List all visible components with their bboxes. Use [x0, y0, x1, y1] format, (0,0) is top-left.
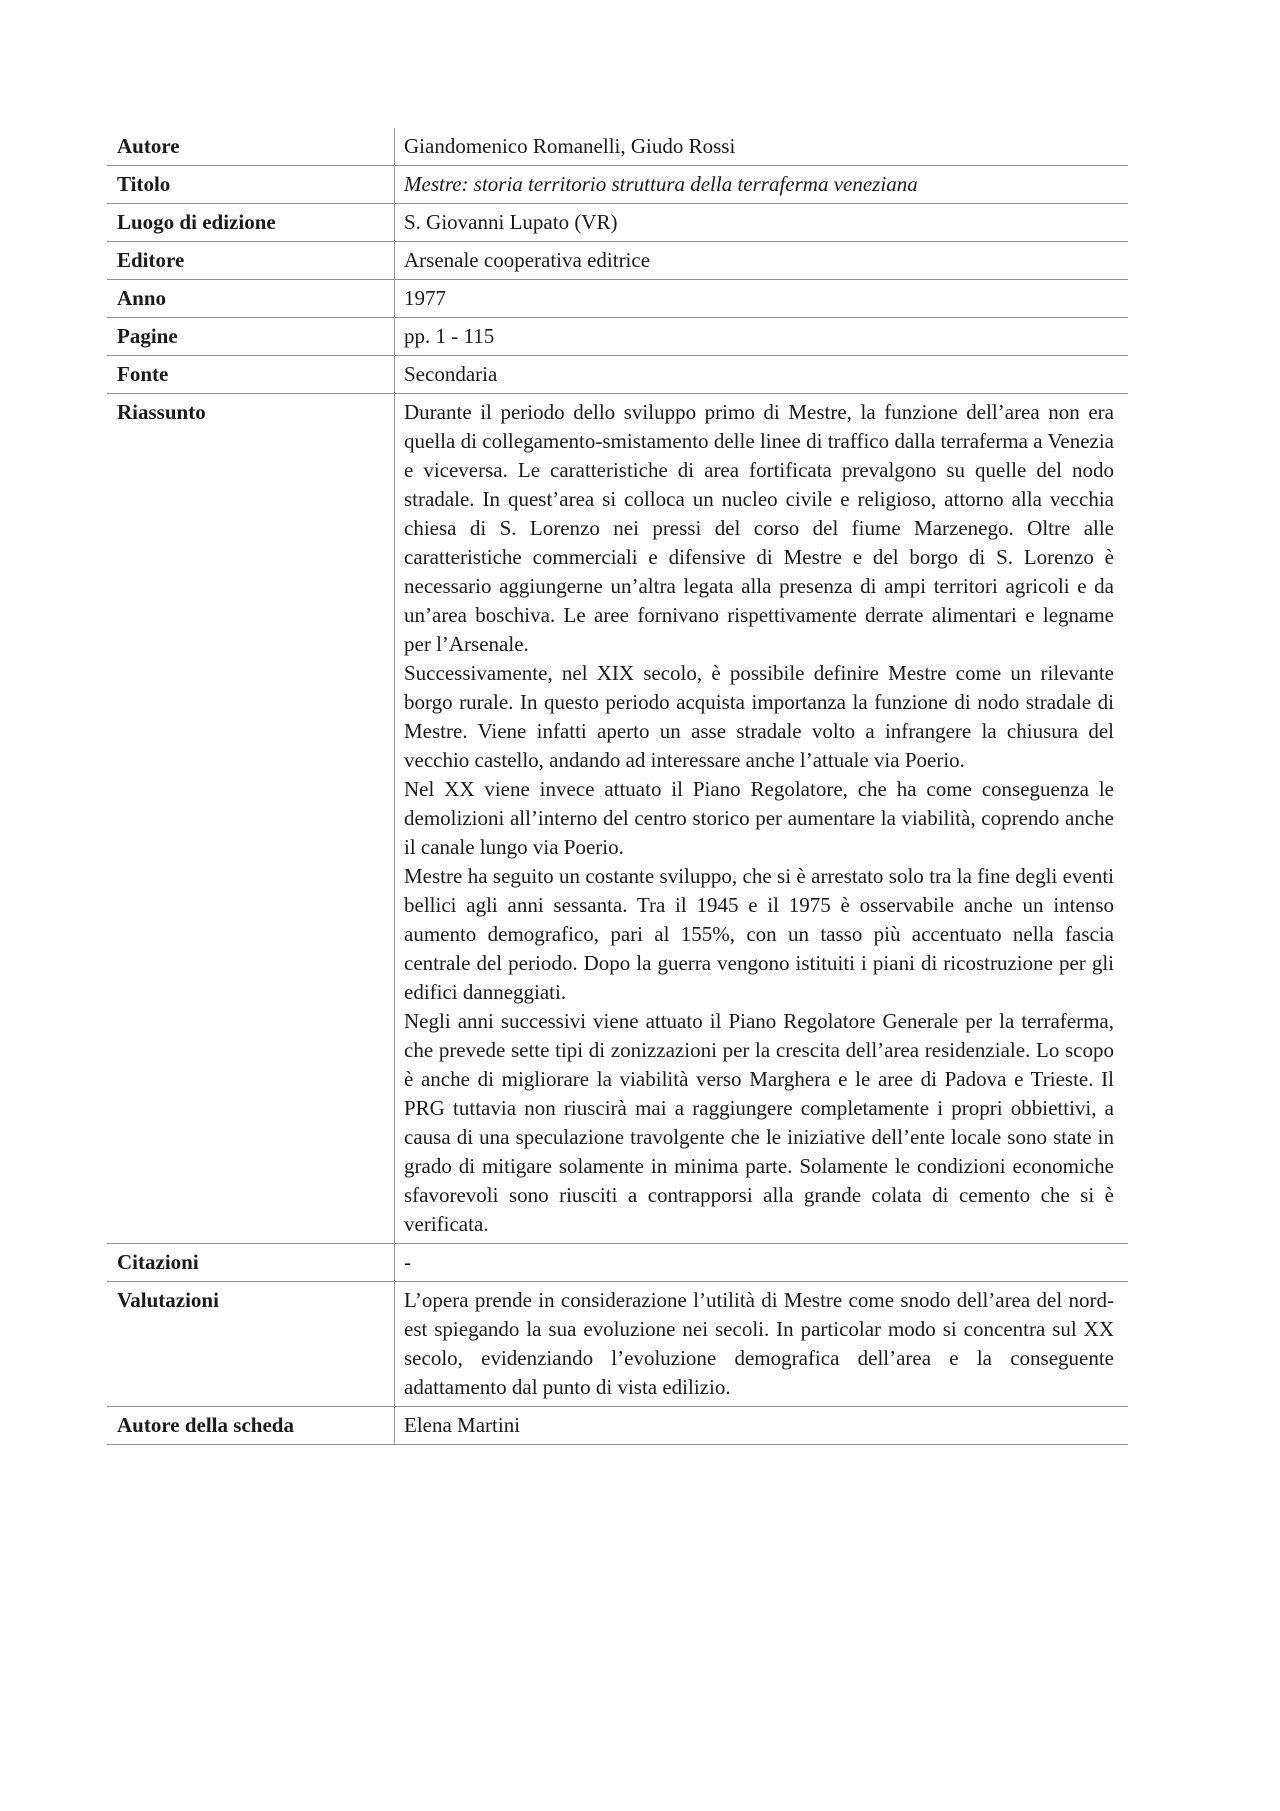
row-anno: [107, 280, 1128, 318]
field-value-titolo: Mestre: storia territorio struttura della terraferma veneziana: [404, 172, 918, 196]
field-label-pagine: Pagine: [107, 318, 395, 355]
field-value-autore: Giandomenico Romanelli, Giudo Rossi: [404, 134, 736, 158]
field-label-autore: Autore: [107, 128, 395, 165]
field-label-autore-della-scheda: Autore della scheda: [107, 1407, 395, 1444]
row-autore-della-scheda: [107, 1407, 1128, 1445]
field-label-riassunto: Riassunto: [107, 394, 395, 1243]
row-fonte: [107, 356, 1128, 394]
field-value-valutazioni: [395, 1282, 1128, 1406]
field-value-pagine: pp. 1 - 115: [404, 324, 495, 348]
riassunto-paragraph: Successivamente, nel XIX secolo, è possibile definire Mestre come un rilevante borgo rurale. In questo periodo acquista importanza la funzione di nodo stradale di Mestre. Viene infatti aperto un asse stradale volto a infrangere la chiusura del vecchio castello, andando ad interessare anche l’attuale via Poerio.: [404, 661, 1114, 772]
riassunto-paragraph: Durante il periodo dello sviluppo primo di Mestre, la funzione dell’area non era quella di collegamento-smistamento delle linee di traffico dalla terraferma a Venezia e viceversa. Le caratteristiche di area fortificata prevalgono su quelle del nodo stradale. In quest’area si colloca un nucleo civile e religioso, attorno alla vecchia chiesa di S. Lorenzo nei pressi del corso del fiume Marzenego. Oltre alle caratteristiche commerciali e difensive di Mestre e del borgo di S. Lorenzo è necessario aggiungerne un’altra legata alla presenza di ampi territori agricoli e da un’area boschiva. Le aree fornivano rispettivamente derrate alimentari e legname per l’Arsenale.: [404, 400, 1114, 656]
row-riassunto: [107, 394, 1128, 1244]
field-value-autore-della-scheda: Elena Martini: [404, 1413, 521, 1437]
field-value-fonte: Secondaria: [404, 362, 498, 386]
field-value-luogo-di-edizione: S. Giovanni Lupato (VR): [404, 210, 618, 234]
bibliographic-record-table: [107, 128, 1128, 1445]
field-label-luogo-di-edizione: Luogo di edizione: [107, 204, 395, 241]
row-editore: [107, 242, 1128, 280]
riassunto-paragraph: Nel XX viene invece attuato il Piano Regolatore, che ha come conseguenza le demolizioni all’interno del centro storico per aumentare la viabilità, coprendo anche il canale lungo via Poerio.: [404, 777, 1114, 859]
field-label-valutazioni: Valutazioni: [107, 1282, 395, 1406]
field-value-editore: Arsenale cooperativa editrice: [404, 248, 651, 272]
field-label-editore: Editore: [107, 242, 395, 279]
field-label-fonte: Fonte: [107, 356, 395, 393]
field-label-citazioni: Citazioni: [107, 1244, 395, 1281]
row-valutazioni: [107, 1282, 1128, 1407]
valutazioni-paragraph: L’opera prende in considerazione l’utilità di Mestre come snodo dell’area del nord-est spiegando la sua evoluzione nei secoli. In particolar modo si concentra sul XX secolo, evidenziando l’evoluzione demografica dell’area e la conseguente adattamento dal punto di vista edilizio.: [404, 1288, 1114, 1399]
row-titolo: [107, 166, 1128, 204]
field-value-anno: 1977: [404, 286, 446, 310]
riassunto-paragraph: Negli anni successivi viene attuato il Piano Regolatore Generale per la terraferma, che prevede sette tipi di zonizzazioni per la crescita dell’area residenziale. Lo scopo è anche di migliorare la viabilità verso Marghera e le aree di Padova e Trieste. Il PRG tuttavia non riuscirà mai a raggiungere completamente i propri obbiettivi, a causa di una speculazione travolgente che le iniziative dell’ente locale sono state in grado di mitigare solamente in minima parte. Solamente le condizioni economiche sfavorevoli sono riusciti a contrapporsi alla grande colata di cemento che si è verificata.: [404, 1009, 1114, 1236]
row-citazioni: [107, 1244, 1128, 1282]
field-value-riassunto: [395, 394, 1128, 1243]
field-label-titolo: Titolo: [107, 166, 395, 203]
row-autore: [107, 128, 1128, 166]
field-label-anno: Anno: [107, 280, 395, 317]
riassunto-paragraph: Mestre ha seguito un costante sviluppo, che si è arrestato solo tra la fine degli eventi bellici agli anni sessanta. Tra il 1945 e il 1975 è osservabile anche un intenso aumento demografico, pari al 155%, con un tasso più accentuato nella fascia centrale del periodo. Dopo la guerra vengono istituiti i piani di ricostruzione per gli edifici danneggiati.: [404, 864, 1114, 1004]
field-value-citazioni: -: [404, 1250, 411, 1274]
row-pagine: [107, 318, 1128, 356]
row-luogo-di-edizione: [107, 204, 1128, 242]
